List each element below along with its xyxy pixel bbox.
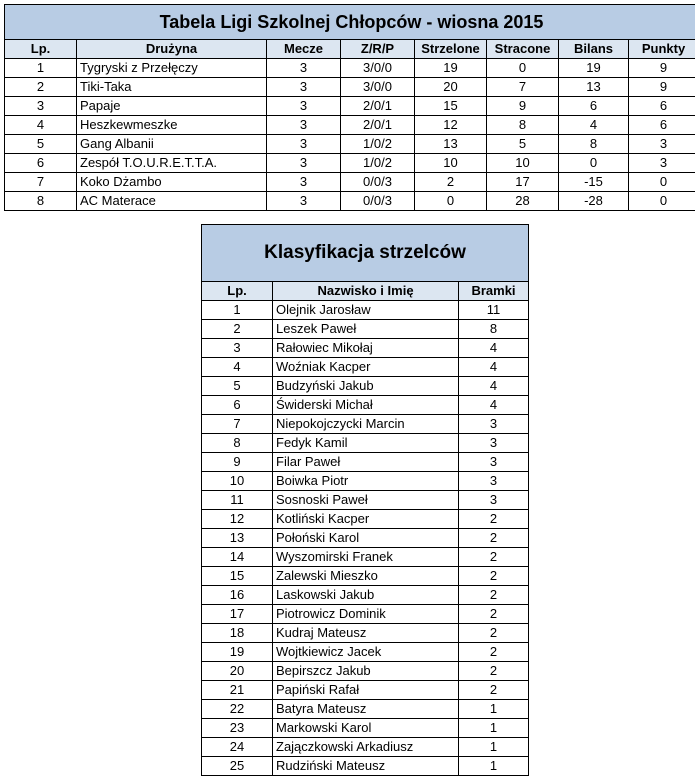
table-row [202, 681, 529, 700]
league-cell-matches: 3 [267, 173, 341, 192]
league-header-scored: Strzelone [415, 40, 487, 59]
scorers-table [201, 224, 529, 776]
table-row [202, 472, 529, 491]
league-cell-lp: 3 [5, 97, 77, 116]
league-cell-points: 6 [629, 116, 695, 135]
league-cell-lp: 7 [5, 173, 77, 192]
scorers-header-name: Nazwisko i Imię [273, 282, 459, 301]
league-cell-scored: 15 [415, 97, 487, 116]
league-cell-balance: -15 [559, 173, 629, 192]
table-row [202, 320, 529, 339]
table-row [5, 116, 695, 135]
league-cell-conceded: 17 [487, 173, 559, 192]
league-cell-conceded: 9 [487, 97, 559, 116]
scorers-cell-lp: 13 [202, 529, 273, 548]
league-cell-points: 6 [629, 97, 695, 116]
scorers-cell-name: Kotliński Kacper [273, 510, 459, 529]
league-header-row [5, 40, 695, 59]
table-row [202, 434, 529, 453]
scorers-cell-lp: 14 [202, 548, 273, 567]
scorers-cell-lp: 1 [202, 301, 273, 320]
league-header-points: Punkty [629, 40, 695, 59]
league-cell-scored: 2 [415, 173, 487, 192]
league-cell-balance: 0 [559, 154, 629, 173]
scorers-cell-name: Fedyk Kamil [273, 434, 459, 453]
table-row [202, 415, 529, 434]
league-cell-wdl: 1/0/2 [341, 154, 415, 173]
league-cell-team: Gang Albanii [77, 135, 267, 154]
scorers-cell-name: Zalewski Mieszko [273, 567, 459, 586]
table-row [202, 624, 529, 643]
scorers-cell-lp: 18 [202, 624, 273, 643]
scorers-cell-lp: 16 [202, 586, 273, 605]
table-row [202, 339, 529, 358]
table-row [202, 529, 529, 548]
scorers-cell-lp: 15 [202, 567, 273, 586]
league-cell-wdl: 2/0/1 [341, 116, 415, 135]
table-row [202, 377, 529, 396]
scorers-cell-lp: 23 [202, 719, 273, 738]
league-cell-team: Tiki-Taka [77, 78, 267, 97]
league-cell-lp: 5 [5, 135, 77, 154]
table-row [202, 643, 529, 662]
scorers-cell-goals: 3 [459, 453, 529, 472]
scorers-cell-goals: 3 [459, 434, 529, 453]
league-cell-points: 0 [629, 173, 695, 192]
scorers-cell-lp: 8 [202, 434, 273, 453]
league-cell-lp: 2 [5, 78, 77, 97]
league-cell-points: 3 [629, 154, 695, 173]
league-cell-conceded: 0 [487, 59, 559, 78]
league-cell-scored: 12 [415, 116, 487, 135]
scorers-cell-name: Papiński Rafał [273, 681, 459, 700]
scorers-cell-goals: 1 [459, 700, 529, 719]
scorers-cell-name: Świderski Michał [273, 396, 459, 415]
scorers-cell-name: Batyra Mateusz [273, 700, 459, 719]
table-row [202, 719, 529, 738]
league-header-lp: Lp. [5, 40, 77, 59]
scorers-cell-goals: 1 [459, 719, 529, 738]
league-cell-lp: 8 [5, 192, 77, 211]
table-row [202, 586, 529, 605]
scorers-cell-name: Sosnoski Paweł [273, 491, 459, 510]
scorers-cell-goals: 3 [459, 491, 529, 510]
scorers-cell-goals: 2 [459, 662, 529, 681]
scorers-cell-goals: 1 [459, 757, 529, 776]
scorers-cell-lp: 7 [202, 415, 273, 434]
scorers-cell-lp: 4 [202, 358, 273, 377]
scorers-header-goals: Bramki [459, 282, 529, 301]
league-header-wdl: Z/R/P [341, 40, 415, 59]
table-row [5, 97, 695, 116]
scorers-cell-name: Bepirszcz Jakub [273, 662, 459, 681]
scorers-cell-goals: 2 [459, 529, 529, 548]
league-cell-scored: 0 [415, 192, 487, 211]
scorers-cell-name: Markowski Karol [273, 719, 459, 738]
league-cell-matches: 3 [267, 116, 341, 135]
league-cell-matches: 3 [267, 192, 341, 211]
league-cell-points: 0 [629, 192, 695, 211]
scorers-cell-lp: 10 [202, 472, 273, 491]
table-row [202, 548, 529, 567]
scorers-cell-name: Filar Paweł [273, 453, 459, 472]
table-row [5, 78, 695, 97]
scorers-body [202, 301, 529, 776]
scorers-cell-lp: 12 [202, 510, 273, 529]
league-body [5, 59, 695, 211]
scorers-cell-goals: 2 [459, 567, 529, 586]
scorers-cell-lp: 24 [202, 738, 273, 757]
league-cell-points: 3 [629, 135, 695, 154]
scorers-cell-goals: 4 [459, 396, 529, 415]
scorers-header-lp: Lp. [202, 282, 273, 301]
league-cell-points: 9 [629, 78, 695, 97]
league-header-matches: Mecze [267, 40, 341, 59]
table-row [202, 453, 529, 472]
scorers-cell-goals: 2 [459, 586, 529, 605]
league-cell-wdl: 3/0/0 [341, 59, 415, 78]
league-cell-wdl: 2/0/1 [341, 97, 415, 116]
table-row [202, 757, 529, 776]
table-row [202, 510, 529, 529]
scorers-header-row [202, 282, 529, 301]
league-header-team: Drużyna [77, 40, 267, 59]
league-cell-conceded: 5 [487, 135, 559, 154]
scorers-cell-goals: 2 [459, 548, 529, 567]
league-cell-balance: 6 [559, 97, 629, 116]
table-row [202, 491, 529, 510]
scorers-cell-lp: 22 [202, 700, 273, 719]
league-header-balance: Bilans [559, 40, 629, 59]
scorers-cell-goals: 2 [459, 510, 529, 529]
table-row [5, 154, 695, 173]
scorers-cell-goals: 2 [459, 681, 529, 700]
league-cell-scored: 10 [415, 154, 487, 173]
scorers-cell-goals: 2 [459, 624, 529, 643]
scorers-cell-goals: 2 [459, 605, 529, 624]
league-cell-points: 9 [629, 59, 695, 78]
scorers-cell-lp: 17 [202, 605, 273, 624]
league-cell-wdl: 1/0/2 [341, 135, 415, 154]
table-row [202, 738, 529, 757]
table-row [5, 135, 695, 154]
league-cell-matches: 3 [267, 135, 341, 154]
scorers-cell-goals: 4 [459, 358, 529, 377]
scorers-cell-goals: 1 [459, 738, 529, 757]
scorers-title: Klasyfikacja strzelców [202, 225, 529, 282]
scorers-cell-name: Niepokojczycki Marcin [273, 415, 459, 434]
league-cell-matches: 3 [267, 59, 341, 78]
table-row [202, 662, 529, 681]
scorers-cell-lp: 20 [202, 662, 273, 681]
table-row [5, 173, 695, 192]
scorers-cell-lp: 5 [202, 377, 273, 396]
scorers-cell-lp: 11 [202, 491, 273, 510]
scorers-cell-name: Zajączkowski Arkadiusz [273, 738, 459, 757]
league-cell-matches: 3 [267, 97, 341, 116]
league-cell-conceded: 7 [487, 78, 559, 97]
scorers-cell-goals: 4 [459, 339, 529, 358]
league-cell-conceded: 28 [487, 192, 559, 211]
league-cell-scored: 13 [415, 135, 487, 154]
scorers-cell-name: Boiwka Piotr [273, 472, 459, 491]
league-header-conceded: Stracone [487, 40, 559, 59]
league-cell-scored: 19 [415, 59, 487, 78]
table-row [202, 301, 529, 320]
scorers-cell-goals: 8 [459, 320, 529, 339]
scorers-cell-name: Połoński Karol [273, 529, 459, 548]
league-cell-team: Heszkewmeszke [77, 116, 267, 135]
league-cell-matches: 3 [267, 154, 341, 173]
scorers-cell-goals: 2 [459, 643, 529, 662]
league-cell-balance: -28 [559, 192, 629, 211]
league-title: Tabela Ligi Szkolnej Chłopców - wiosna 2015 [5, 5, 695, 40]
scorers-cell-name: Piotrowicz Dominik [273, 605, 459, 624]
scorers-cell-name: Budzyński Jakub [273, 377, 459, 396]
league-cell-lp: 4 [5, 116, 77, 135]
league-cell-lp: 6 [5, 154, 77, 173]
scorers-cell-lp: 3 [202, 339, 273, 358]
scorers-cell-name: Wojtkiewicz Jacek [273, 643, 459, 662]
league-cell-matches: 3 [267, 78, 341, 97]
scorers-cell-lp: 9 [202, 453, 273, 472]
scorers-cell-lp: 25 [202, 757, 273, 776]
league-cell-conceded: 10 [487, 154, 559, 173]
scorers-cell-name: Rałowiec Mikołaj [273, 339, 459, 358]
scorers-cell-name: Laskowski Jakub [273, 586, 459, 605]
league-cell-team: Papaje [77, 97, 267, 116]
league-cell-scored: 20 [415, 78, 487, 97]
league-cell-wdl: 3/0/0 [341, 78, 415, 97]
scorers-cell-name: Kudraj Mateusz [273, 624, 459, 643]
scorers-cell-lp: 21 [202, 681, 273, 700]
scorers-cell-goals: 3 [459, 472, 529, 491]
league-cell-conceded: 8 [487, 116, 559, 135]
scorers-cell-goals: 3 [459, 415, 529, 434]
scorers-cell-name: Wyszomirski Franek [273, 548, 459, 567]
scorers-cell-name: Woźniak Kacper [273, 358, 459, 377]
table-row [202, 358, 529, 377]
table-row [202, 396, 529, 415]
league-cell-balance: 13 [559, 78, 629, 97]
scorers-cell-lp: 19 [202, 643, 273, 662]
league-cell-team: AC Materace [77, 192, 267, 211]
league-cell-balance: 8 [559, 135, 629, 154]
league-cell-lp: 1 [5, 59, 77, 78]
table-row [202, 567, 529, 586]
scorers-cell-goals: 4 [459, 377, 529, 396]
league-cell-team: Zespół T.O.U.R.E.T.T.A. [77, 154, 267, 173]
league-cell-wdl: 0/0/3 [341, 192, 415, 211]
scorers-cell-lp: 2 [202, 320, 273, 339]
league-cell-team: Tygryski z Przełęczy [77, 59, 267, 78]
table-row [202, 605, 529, 624]
league-cell-balance: 19 [559, 59, 629, 78]
scorers-cell-name: Olejnik Jarosław [273, 301, 459, 320]
scorers-cell-goals: 11 [459, 301, 529, 320]
league-cell-wdl: 0/0/3 [341, 173, 415, 192]
table-row [5, 192, 695, 211]
table-row [202, 700, 529, 719]
scorers-cell-lp: 6 [202, 396, 273, 415]
league-cell-team: Koko Dżambo [77, 173, 267, 192]
scorers-cell-name: Leszek Paweł [273, 320, 459, 339]
scorers-cell-name: Rudziński Mateusz [273, 757, 459, 776]
table-row [5, 59, 695, 78]
league-table [4, 4, 695, 211]
league-cell-balance: 4 [559, 116, 629, 135]
